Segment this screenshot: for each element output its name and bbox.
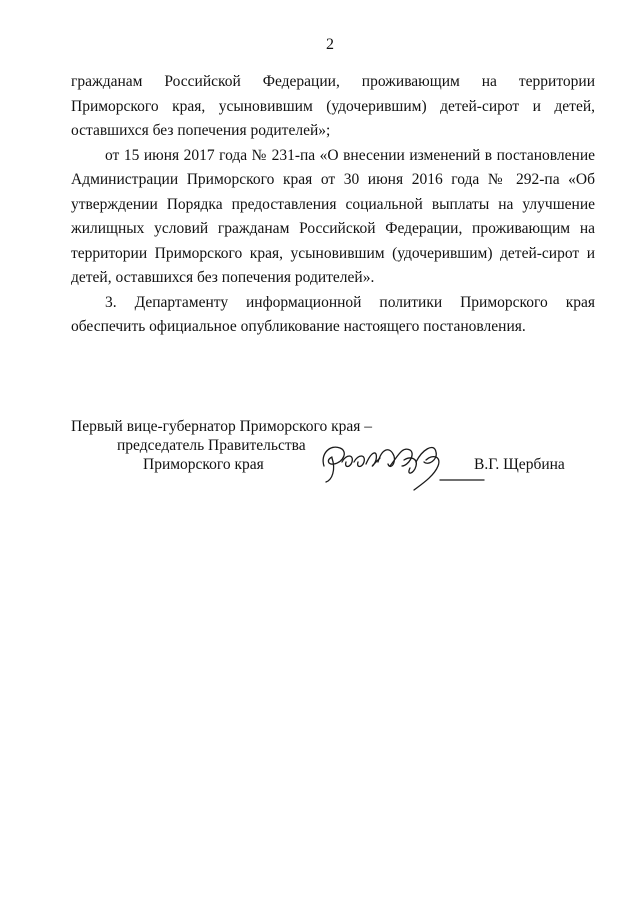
page-number: 2 xyxy=(326,36,334,53)
signer-position-line-3: Приморского края xyxy=(143,456,264,473)
signer-position-line-1: Первый вице-губернатор Приморского края – xyxy=(71,418,373,435)
handwritten-signature-icon xyxy=(318,436,498,496)
paragraph-continuation: гражданам Российской Федерации, проживающим на территории Приморского края, усыновившим (удочерившим) детей-сирот и детей, оставшихся без попечения родителей»; xyxy=(71,73,595,139)
paragraph-resolution-231: от 15 июня 2017 года № 231-па «О внесении изменений в постановление Администрации Приморского края от 30 июня 2016 года № 292-па «Об утверждении Порядка предоставления социальной выплаты на улучшение жилищных условий гражданам Российской Федерации, проживающим на территории Приморского края, усыновившим (удочерившим) детей-сирот и детей, оставшихся без попечения родителей». xyxy=(71,146,595,286)
paragraph-item-3: 3. Департаменту информационной политики Приморского края обеспечить официальное опубликование настоящего постановления. xyxy=(71,293,595,335)
signer-position-line-2: председатель Правительства xyxy=(117,437,306,454)
signer-name: В.Г. Щербина xyxy=(474,456,565,473)
document-body xyxy=(71,70,595,340)
